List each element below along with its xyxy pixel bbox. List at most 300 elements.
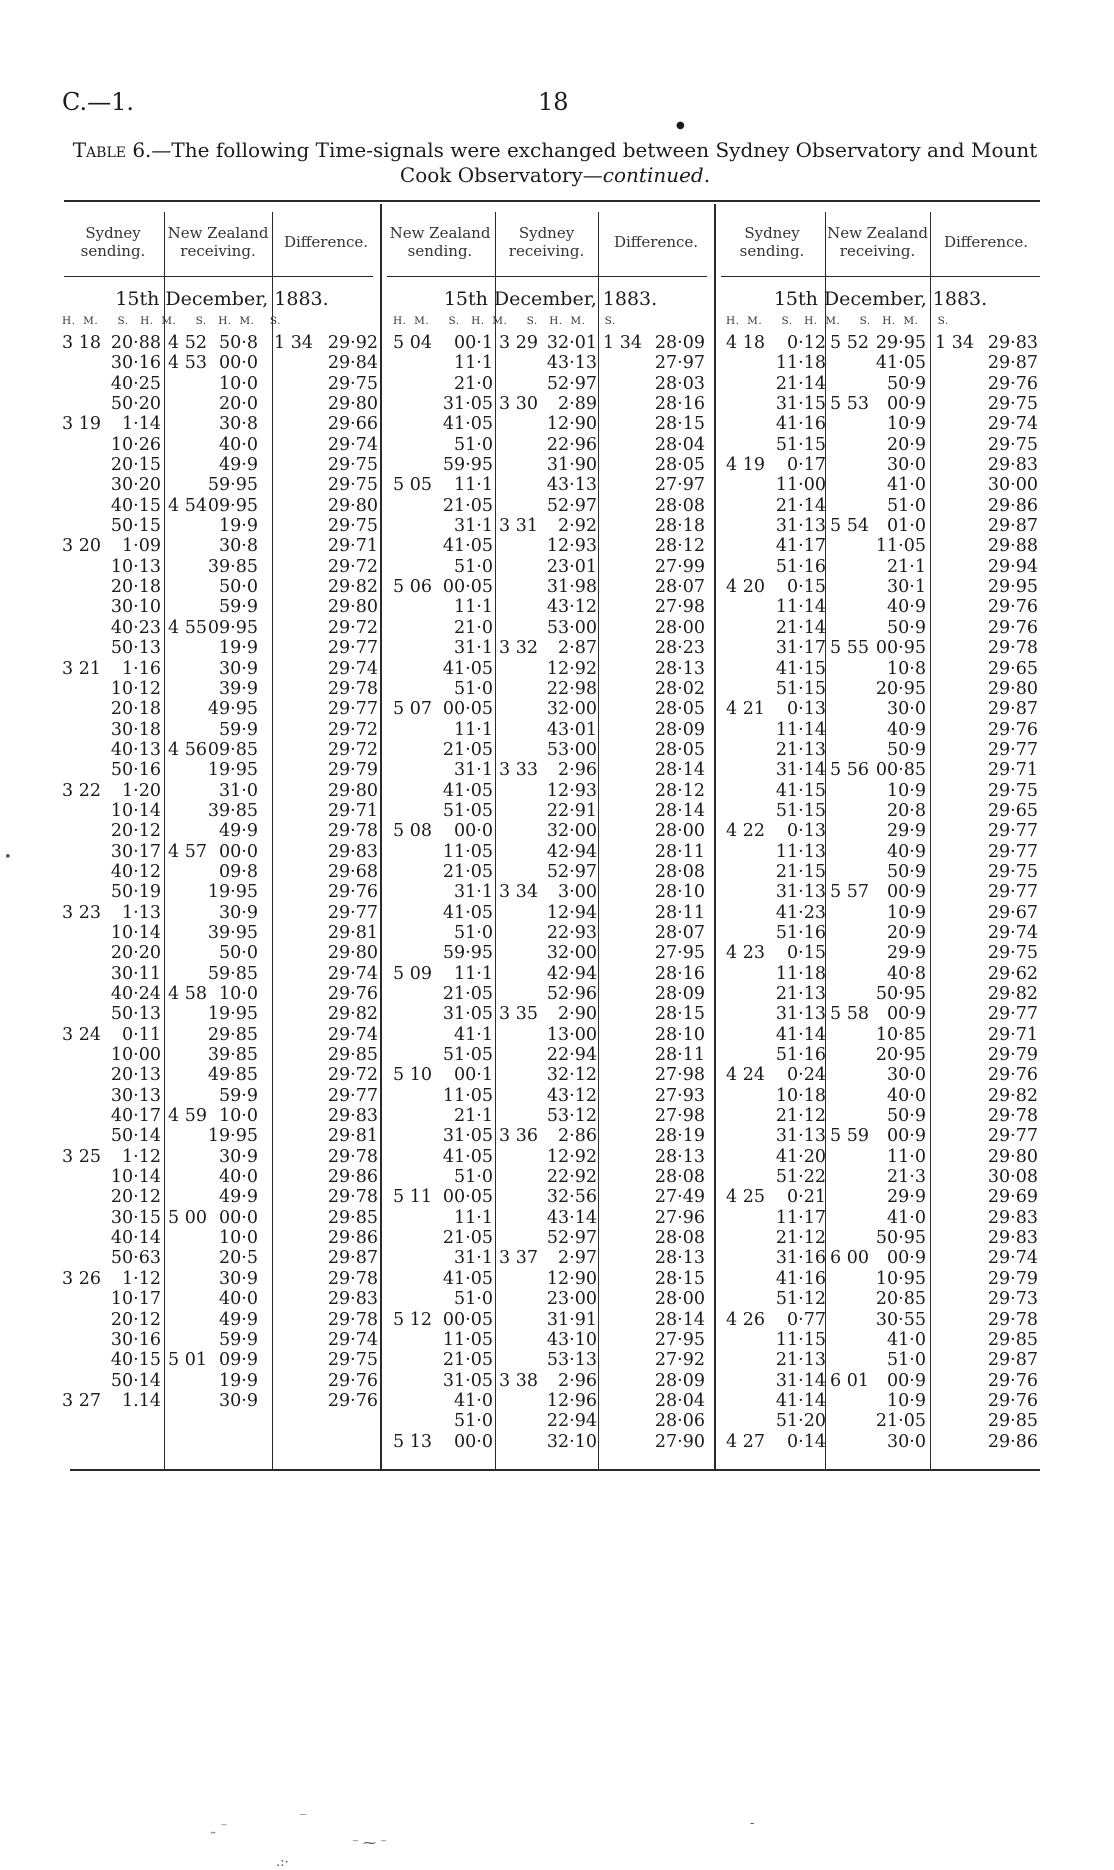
table-cell: 10·0	[219, 1228, 258, 1249]
page-number: 18	[538, 88, 569, 116]
table-cell: 10·0	[219, 373, 258, 394]
table-cell: 32·00	[546, 821, 597, 842]
table-cell: 51·0	[454, 922, 493, 943]
table-cell: 28·10	[654, 1024, 705, 1045]
table-cell: 27·98	[654, 1065, 705, 1086]
table-row	[726, 414, 1040, 434]
table-row	[62, 1330, 378, 1350]
table-cell: 29·72	[327, 719, 378, 740]
stray-ink-mark: ˷ ⁻	[210, 1820, 228, 1835]
table-row	[393, 597, 711, 617]
table-cell: 21·05	[442, 495, 493, 516]
table-row	[62, 842, 378, 862]
table-row	[393, 577, 711, 597]
table-row	[393, 862, 711, 882]
table-cell: 31·16	[775, 1248, 826, 1269]
table-cell: 20·8	[887, 800, 926, 821]
table-cell: 31·90	[546, 455, 597, 476]
table-cell: 21·1	[887, 556, 926, 577]
table-cell: 29·78	[327, 1309, 378, 1330]
table-cell: 50·20	[110, 394, 161, 415]
table-cell: 29·65	[987, 800, 1038, 821]
table-row	[62, 1391, 378, 1411]
table-cell: 50·19	[110, 882, 161, 903]
table-cell: 20·12	[110, 1309, 161, 1330]
table-cell: 11·18	[775, 353, 826, 374]
table-cell: 40·0	[887, 1085, 926, 1106]
table-cell: 28·18	[654, 516, 705, 537]
table-cell: 29·76	[987, 719, 1038, 740]
table-cell: 3 32	[499, 638, 538, 659]
table-row	[726, 720, 1040, 740]
table-cell: 43·13	[546, 475, 597, 496]
table-cell: 28·04	[654, 1390, 705, 1411]
table-cell: 40·9	[887, 719, 926, 740]
table-row	[726, 1310, 1040, 1330]
table-cell: 10·14	[110, 922, 161, 943]
table-row	[62, 455, 378, 475]
table-row	[393, 1167, 711, 1187]
table-cell: 29·86	[327, 1167, 378, 1188]
table-cell: 51·16	[775, 1045, 826, 1066]
table-row	[726, 821, 1040, 841]
table-row	[62, 1004, 378, 1024]
table-row	[393, 1126, 711, 1146]
table-cell: 28·13	[654, 1146, 705, 1167]
table-row	[726, 862, 1040, 882]
table-cell: 0·12	[787, 333, 826, 353]
table-row	[62, 1086, 378, 1106]
table-cell: 22·93	[546, 922, 597, 943]
table-row	[726, 638, 1040, 658]
table-cell: 29·83	[327, 1289, 378, 1310]
table-cell: 39·85	[207, 556, 258, 577]
table-top-rule	[64, 200, 1040, 202]
table-cell: 2·96	[558, 760, 597, 781]
table-cell: 30·20	[110, 475, 161, 496]
table-cell: 00·05	[442, 1187, 493, 1208]
table-cell: 00·05	[442, 1309, 493, 1330]
table-row	[726, 842, 1040, 862]
table-cell: 53·00	[546, 739, 597, 760]
table-cell: 29·74	[987, 414, 1038, 435]
table-group-3	[726, 333, 1040, 1452]
table-cell: 41·05	[875, 353, 926, 374]
table-cell: 27·95	[654, 943, 705, 964]
table-cell: 43·10	[546, 1329, 597, 1350]
table-bottom-rule	[70, 1469, 1040, 1471]
table-cell: 28·11	[654, 841, 705, 862]
header-sydney-sending: Sydney sending.	[80, 224, 146, 260]
table-cell: 29·87	[987, 1350, 1038, 1371]
table-cell: 41·05	[442, 902, 493, 923]
table-cell: 39·95	[207, 922, 258, 943]
table-row	[726, 1208, 1040, 1228]
table-row	[393, 1330, 711, 1350]
table-row	[62, 760, 378, 780]
table-row	[726, 577, 1040, 597]
table-cell: 21·05	[442, 861, 493, 882]
table-cell: 27·92	[654, 1350, 705, 1371]
table-cell: 5 05	[393, 475, 432, 496]
table-cell: 29·79	[987, 1045, 1038, 1066]
table-row	[726, 353, 1040, 373]
table-cell: 10·14	[110, 800, 161, 821]
table-cell: 28·09	[654, 1370, 705, 1391]
table-cell: 28·08	[654, 1228, 705, 1249]
table-cell: 11·1	[454, 353, 493, 374]
header-sydney-sending: Sydney sending.	[739, 224, 805, 260]
table-cell: 29·83	[987, 333, 1038, 353]
table-row	[393, 1025, 711, 1045]
table-cell: 5 54	[830, 516, 869, 537]
table-cell: 41·0	[454, 1390, 493, 1411]
table-cell: 29·78	[327, 821, 378, 842]
table-cell: 59·95	[207, 475, 258, 496]
table-cell: 32·56	[546, 1187, 597, 1208]
table-cell: 52·97	[546, 861, 597, 882]
table-cell: 20·18	[110, 577, 161, 598]
table-cell: 5 08	[393, 821, 432, 842]
table-cell: 29·87	[987, 516, 1038, 537]
table-cell: 3 24	[62, 1024, 101, 1045]
table-cell: 29·83	[987, 1207, 1038, 1228]
table-cell: 2·90	[558, 1004, 597, 1025]
table-row	[726, 882, 1040, 902]
table-cell: 1·14	[122, 414, 161, 435]
table-cell: 29·86	[987, 495, 1038, 516]
table-cell: 50·9	[887, 739, 926, 760]
table-row	[62, 435, 378, 455]
table-cell: 21·0	[454, 617, 493, 638]
table-cell: 43·01	[546, 719, 597, 740]
table-row	[62, 1106, 378, 1126]
table-cell: 29·71	[327, 536, 378, 557]
table-cell: 29·62	[987, 963, 1038, 984]
table-row	[393, 1086, 711, 1106]
table-row	[62, 1289, 378, 1309]
stray-ink-mark: .:·	[276, 1855, 289, 1870]
table-cell: 29·75	[987, 394, 1038, 415]
table-cell: 29·79	[987, 1268, 1038, 1289]
table-row	[726, 536, 1040, 556]
table-cell: 29·75	[987, 861, 1038, 882]
table-cell: 40·25	[110, 373, 161, 394]
table-cell: 29·66	[327, 414, 378, 435]
table-row	[393, 638, 711, 658]
table-cell: 21·14	[775, 617, 826, 638]
table-row	[393, 882, 711, 902]
table-cell: 00·9	[887, 1004, 926, 1025]
table-cell: 21·05	[875, 1411, 926, 1432]
table-cell: 29·80	[327, 780, 378, 801]
table-cell: 59·9	[219, 1329, 258, 1350]
table-cell: 27·98	[654, 597, 705, 618]
table-cell: 31·17	[775, 638, 826, 659]
table-row	[393, 536, 711, 556]
table-row	[726, 760, 1040, 780]
table-cell: 00·85	[875, 760, 926, 781]
table-row	[393, 821, 711, 841]
units-row: H. M. S. H. M. S. H. M. S.	[726, 315, 949, 327]
table-cell: 20·15	[110, 455, 161, 476]
table-cell: 30·17	[110, 841, 161, 862]
table-cell: 29·85	[327, 1045, 378, 1066]
table-cell: 27·97	[654, 353, 705, 374]
table-cell: 41·15	[775, 658, 826, 679]
table-cell: 11·14	[775, 719, 826, 740]
table-cell: 51·16	[775, 922, 826, 943]
table-row	[62, 1126, 378, 1146]
table-cell: 29·65	[987, 658, 1038, 679]
table-cell: 29·82	[987, 984, 1038, 1004]
table-row	[726, 333, 1040, 353]
table-cell: 0·77	[787, 1309, 826, 1330]
table-cell: 3·00	[558, 882, 597, 903]
table-row	[62, 1187, 378, 1207]
header-difference: Difference.	[943, 233, 1029, 251]
table-cell: 27·49	[654, 1187, 705, 1208]
header-nz-sending: New Zealand sending.	[389, 224, 491, 260]
table-cell: 29·76	[987, 1370, 1038, 1391]
table-cell: 51·20	[775, 1411, 826, 1432]
table-cell: 29·75	[987, 780, 1038, 801]
table-cell: 30·16	[110, 1329, 161, 1350]
table-row	[62, 475, 378, 495]
table-cell: 11·0	[887, 1146, 926, 1167]
table-row	[393, 1147, 711, 1167]
table-cell: 41·05	[442, 658, 493, 679]
table-cell: 41·1	[454, 1024, 493, 1045]
table-row	[726, 1411, 1040, 1431]
table-cell: 28·15	[654, 1268, 705, 1289]
table-row	[726, 1269, 1040, 1289]
table-caption	[60, 138, 1050, 188]
table-cell: 1 34	[935, 333, 974, 353]
table-cell: 31·91	[546, 1309, 597, 1330]
table-row	[726, 964, 1040, 984]
table-cell: 11·05	[442, 1085, 493, 1106]
table-row	[726, 1187, 1040, 1207]
table-cell: 28·00	[654, 1289, 705, 1310]
table-row	[62, 1167, 378, 1187]
table-cell: 32·00	[546, 943, 597, 964]
table-row	[62, 801, 378, 821]
table-row	[393, 1106, 711, 1126]
date-label: 15th December, 1883.	[115, 288, 329, 310]
table-row	[726, 923, 1040, 943]
table-cell: 2·87	[558, 638, 597, 659]
table-cell: 50·95	[875, 984, 926, 1004]
table-row	[726, 516, 1040, 536]
table-cell: 40·12	[110, 861, 161, 882]
table-row	[393, 1187, 711, 1207]
table-row	[62, 597, 378, 617]
table-row	[62, 557, 378, 577]
header-rule-right	[721, 276, 1040, 277]
table-cell: 21·13	[775, 984, 826, 1004]
table-cell: 10·26	[110, 434, 161, 455]
table-cell: 29·73	[987, 1289, 1038, 1310]
table-cell: 5 56	[830, 760, 869, 781]
table-cell: 40·9	[887, 841, 926, 862]
table-row	[726, 1106, 1040, 1126]
table-row	[393, 903, 711, 923]
table-cell: 5 12	[393, 1309, 432, 1330]
table-row	[62, 1350, 378, 1370]
table-cell: 29·95	[875, 333, 926, 353]
table-row	[62, 516, 378, 536]
table-cell: 28·19	[654, 1126, 705, 1147]
table-cell: 19·95	[207, 882, 258, 903]
table-row	[62, 618, 378, 638]
table-cell: 51·0	[454, 1167, 493, 1188]
table-row	[726, 374, 1040, 394]
table-cell: 10·8	[887, 658, 926, 679]
table-row	[62, 1371, 378, 1391]
table-cell: 3 29	[499, 333, 538, 353]
table-cell: 29·78	[987, 1106, 1038, 1127]
table-cell: 29·77	[987, 821, 1038, 842]
table-cell: 28·05	[654, 739, 705, 760]
table-cell: 6 01	[830, 1370, 869, 1391]
caption-text: —The following Time-signals were exchanged between Sydney Observatory and Mount Cook Observatory—	[151, 138, 1038, 187]
table-cell: 52·97	[546, 373, 597, 394]
table-cell: 29·74	[327, 1024, 378, 1045]
table-cell: 59·95	[442, 455, 493, 476]
table-cell: 3 21	[62, 658, 101, 679]
table-row	[393, 964, 711, 984]
table-cell: 2·97	[558, 1248, 597, 1269]
table-cell: 28·13	[654, 1248, 705, 1269]
table-row	[393, 414, 711, 434]
table-cell: 0·15	[787, 943, 826, 964]
table-cell: 20·20	[110, 943, 161, 964]
table-cell: 30·16	[110, 353, 161, 374]
table-cell: 50·16	[110, 760, 161, 781]
table-row	[62, 903, 378, 923]
table-cell: 41·17	[775, 536, 826, 557]
table-cell: 50·14	[110, 1370, 161, 1391]
table-row	[393, 923, 711, 943]
table-row	[62, 923, 378, 943]
table-cell: 3 25	[62, 1146, 101, 1167]
table-cell: 09·95	[207, 495, 258, 516]
table-cell: 41·05	[442, 1146, 493, 1167]
table-cell: 59·85	[207, 963, 258, 984]
table-row	[62, 699, 378, 719]
table-cell: 29·75	[987, 943, 1038, 964]
table-cell: 21·13	[775, 1350, 826, 1371]
table-cell: 29·80	[327, 495, 378, 516]
table-cell: 29·79	[327, 760, 378, 781]
table-cell: 32·01	[546, 333, 597, 353]
table-cell: 00·05	[442, 577, 493, 598]
table-cell: 3 30	[499, 394, 538, 415]
table-cell: 28·12	[654, 536, 705, 557]
table-cell: 4 19	[726, 455, 765, 476]
table-cell: 29·76	[987, 617, 1038, 638]
table-cell: 30·9	[219, 1146, 258, 1167]
table-cell: 59·9	[219, 597, 258, 618]
table-cell: 28·11	[654, 1045, 705, 1066]
table-cell: 41·05	[442, 536, 493, 557]
table-cell: 28·10	[654, 882, 705, 903]
table-cell: 5 58	[830, 1004, 869, 1025]
table-cell: 29·83	[987, 455, 1038, 476]
table-row	[62, 1208, 378, 1228]
table-row	[62, 1065, 378, 1085]
table-row	[62, 740, 378, 760]
table-cell: 30·8	[219, 536, 258, 557]
header-rule-left	[64, 276, 373, 277]
table-cell: 30·55	[875, 1309, 926, 1330]
table-cell: 53·12	[546, 1106, 597, 1127]
table-cell: 41·15	[775, 780, 826, 801]
table-row	[726, 1065, 1040, 1085]
table-row	[393, 842, 711, 862]
table-cell: 42·94	[546, 963, 597, 984]
table-cell: 11·14	[775, 597, 826, 618]
table-cell: 0·24	[787, 1065, 826, 1086]
table-cell: 29·75	[327, 455, 378, 476]
table-row	[62, 659, 378, 679]
table-cell: 3 23	[62, 902, 101, 923]
table-cell: 29·77	[987, 1126, 1038, 1147]
table-row	[726, 597, 1040, 617]
table-cell: 1 34	[274, 333, 313, 353]
table-row	[393, 1045, 711, 1065]
table-cell: 29·74	[327, 434, 378, 455]
table-cell: 29·77	[987, 739, 1038, 760]
table-row	[62, 1147, 378, 1167]
table-cell: 29·85	[207, 1024, 258, 1045]
table-cell: 31·05	[442, 1004, 493, 1025]
table-cell: 5 52	[830, 333, 869, 353]
table-row	[62, 536, 378, 556]
header-difference: Difference.	[613, 233, 699, 251]
header-sydney-receiving: Sydney receiving.	[508, 224, 585, 260]
caption-continued: continued.	[602, 163, 711, 187]
table-cell: 21·05	[442, 984, 493, 1004]
table-row	[726, 781, 1040, 801]
table-cell: 50·95	[875, 1228, 926, 1249]
table-cell: 50·13	[110, 1004, 161, 1025]
table-cell: 11·1	[454, 1207, 493, 1228]
table-row	[62, 333, 378, 353]
table-cell: 28·16	[654, 394, 705, 415]
table-cell: 29·76	[987, 1065, 1038, 1086]
table-cell: 29·78	[327, 1268, 378, 1289]
table-cell: 30·15	[110, 1207, 161, 1228]
table-cell: 20·5	[219, 1248, 258, 1269]
table-cell: 11·1	[454, 475, 493, 496]
table-cell: 19·95	[207, 1126, 258, 1147]
table-row	[726, 699, 1040, 719]
table-cell: 1·20	[122, 780, 161, 801]
table-cell: 10·00	[110, 1045, 161, 1066]
table-cell: 28·00	[654, 821, 705, 842]
table-cell: 19·9	[219, 1370, 258, 1391]
table-row	[393, 455, 711, 475]
table-cell: 31·14	[775, 760, 826, 781]
table-cell: 4 18	[726, 333, 765, 353]
table-cell: 50·15	[110, 516, 161, 537]
table-cell: 29·76	[987, 373, 1038, 394]
table-cell: 31·98	[546, 577, 597, 598]
table-cell: 00·0	[219, 1207, 258, 1228]
table-group-1	[62, 333, 378, 1411]
